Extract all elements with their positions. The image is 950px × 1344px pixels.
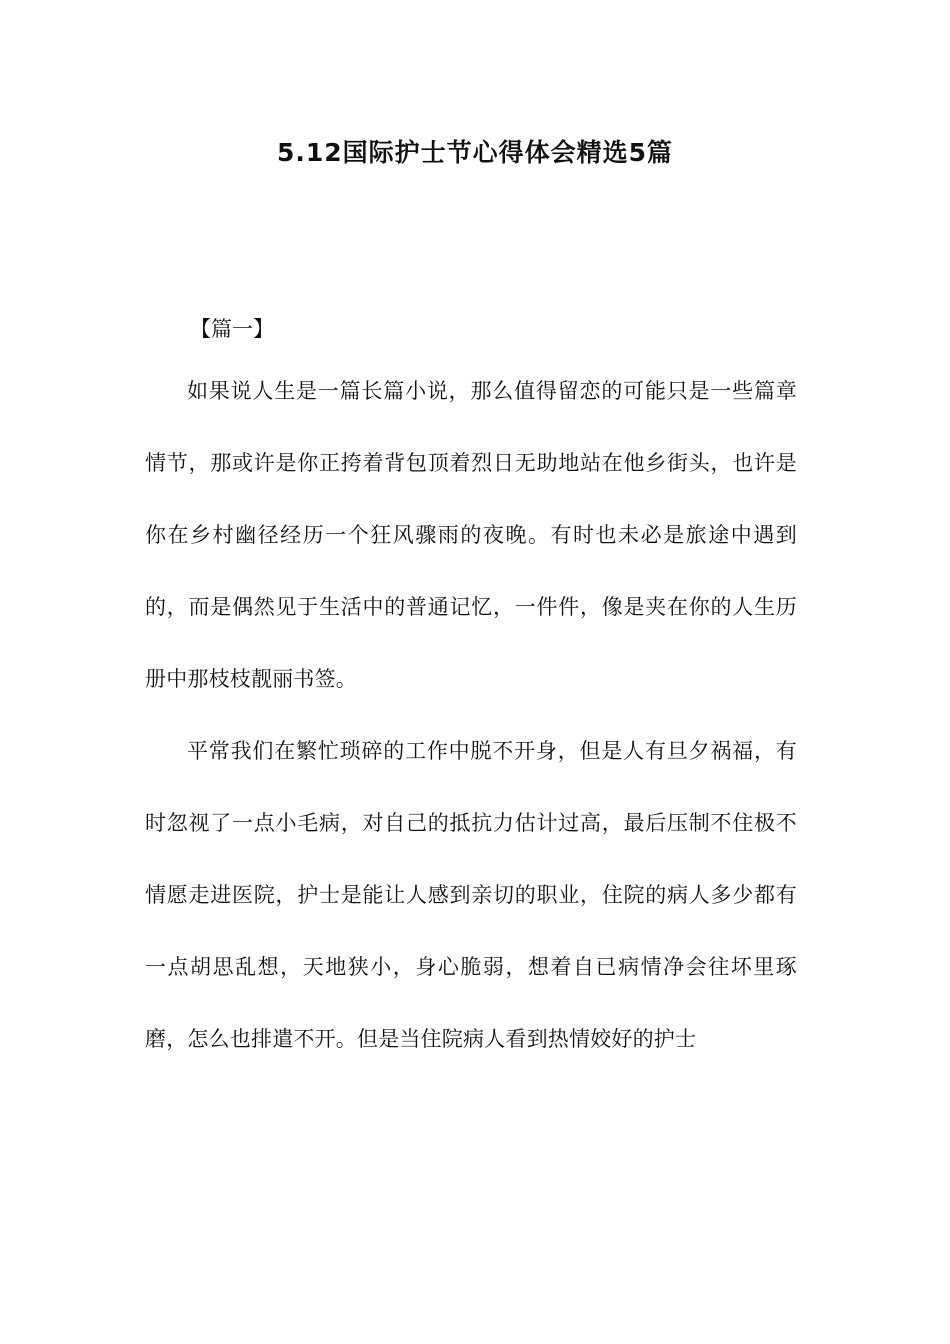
section-body	[145, 355, 797, 1075]
section-heading: 【篇一】	[190, 317, 274, 341]
document-title: 5.12国际护士节心得体会精选5篇	[276, 138, 674, 167]
paragraph: 平常我们在繁忙琐碎的工作中脱不开身，但是人有旦夕祸福，有时忽视了一点小毛病，对自己的抵抗力估计过高，最后压制不住极不情愿走进医院，护士是能让人感到亲切的职业，住院的病人多少都有一点胡思乱想，天地狭小，身心脆弱，想着自已病情净会往坏里琢磨，怎么也排遣不开。但是当住院病人看到热情姣好的护士	[145, 739, 797, 1051]
paragraph: 如果说人生是一篇长篇小说，那么值得留恋的可能只是一些篇章情节，那或许是你正挎着背包顶着烈日无助地站在他乡街头，也许是你在乡村幽径经历一个狂风骤雨的夜晚。有时也未必是旅途中遇到的，而是偶然见于生活中的普通记忆，一件件，像是夹在你的人生历册中那枝枝靓丽书签。	[145, 379, 797, 691]
